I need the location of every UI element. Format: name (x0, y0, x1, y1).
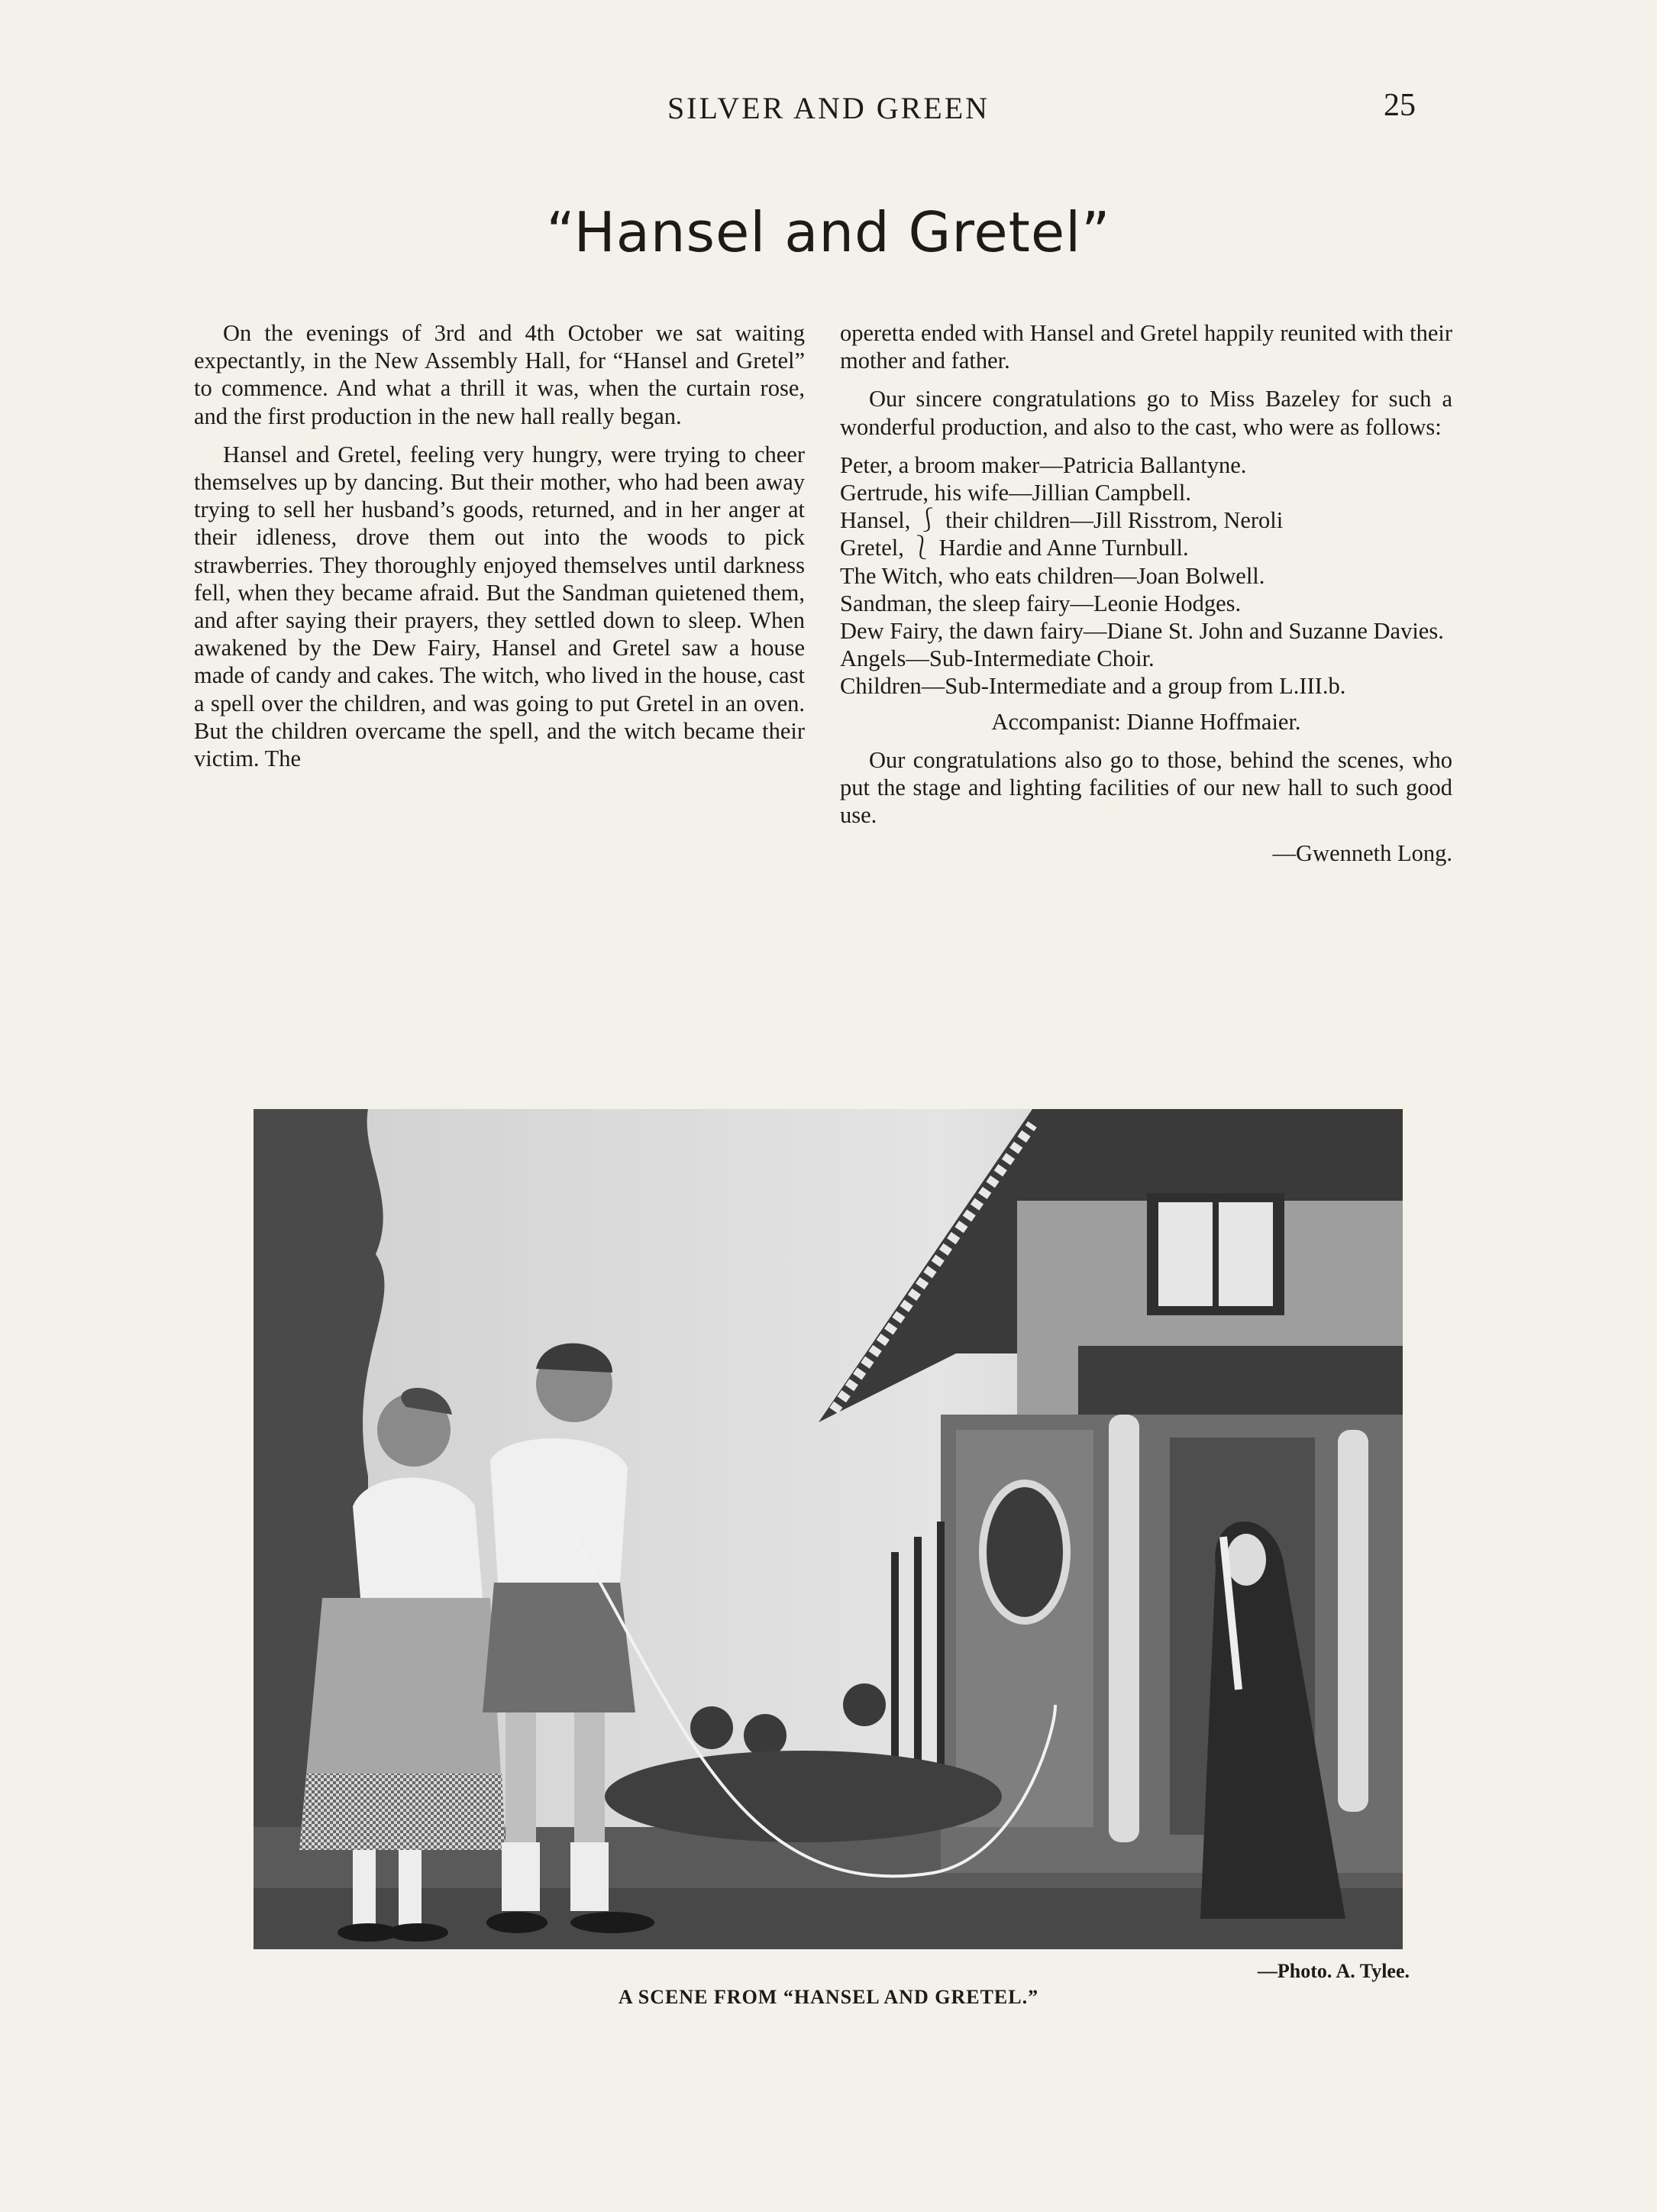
article-column-left (194, 319, 805, 783)
cast-entry: Dew Fairy, the dawn fairy—Diane St. John and Suzanne Davies. (840, 618, 1444, 645)
article-column-right (840, 319, 1452, 878)
author-signature: —Gwenneth Long. (1272, 840, 1452, 867)
cast-entry: Peter, a broom maker—Patricia Ballantyne. (840, 451, 1247, 478)
cast-entry: Gertrude, his wife—Jillian Campbell. (840, 480, 1191, 506)
photo-caption: A SCENE FROM “HANSEL AND GRETEL.” (618, 1986, 1039, 2008)
paragraph: operetta ended with Hansel and Gretel happily reunited with their mother and father. (840, 320, 1452, 374)
cast-list (840, 451, 1452, 700)
article-title: “Hansel and Gretel” (546, 200, 1111, 264)
cast-entry: Gretel, ⎱ Hardie and Anne Turnbull. (840, 535, 1189, 561)
paragraph: Hansel and Gretel, feeling very hungry, were trying to cheer themselves up by dancing. But their mother, who had been away trying to sell her husband’s goods, returned, and in her anger at their idleness, drove them out into the woods to pick strawberries. They thoroughly enjoyed themselves until darkness fell, when they became afraid. But the Sandman quietened them, and after saying their prayers, they settled down to sleep. When awakened by the Dew Fairy, Hansel and Gretel saw a house made of candy and cakes. The witch, who lived in the house, cast a spell over the children, and was going to put Gretel in an oven. But the children overcame the spell, and the witch became their victim. The (194, 441, 805, 772)
paragraph: Our sincere congratulations go to Miss Bazeley for such a wonderful production, and also to the cast, who were as follows: (840, 386, 1452, 440)
photo-illustration (254, 1109, 1403, 1949)
cast-entry: Angels—Sub-Intermediate Choir. (840, 645, 1155, 672)
stage-photograph (254, 1109, 1403, 1949)
photo-credit: —Photo. A. Tylee. (1257, 1960, 1410, 1982)
accompanist-line: Accompanist: Dianne Hoffmaier. (991, 708, 1301, 735)
running-title: SILVER AND GREEN (667, 91, 990, 125)
cast-entry: Children—Sub-Intermediate and a group from L.III.b. (840, 673, 1346, 700)
cast-entry: Sandman, the sleep fairy—Leonie Hodges. (840, 590, 1242, 616)
cast-entry: Hansel, ⎰ their children—Jill Risstrom, Neroli (840, 507, 1284, 534)
paragraph: On the evenings of 3rd and 4th October we sat waiting expectantly, in the New Assembly Hall, for “Hansel and Gretel” to commence. And what a thrill it was, when the curtain rose, and the first production in the new hall really began. (194, 320, 805, 429)
paragraph: Our congratulations also go to those, behind the scenes, who put the stage and lighting facilities of our new hall to such good use. (840, 746, 1452, 829)
page-number: 25 (1384, 88, 1416, 123)
cast-entry: The Witch, who eats children—Joan Bolwell. (840, 562, 1265, 589)
